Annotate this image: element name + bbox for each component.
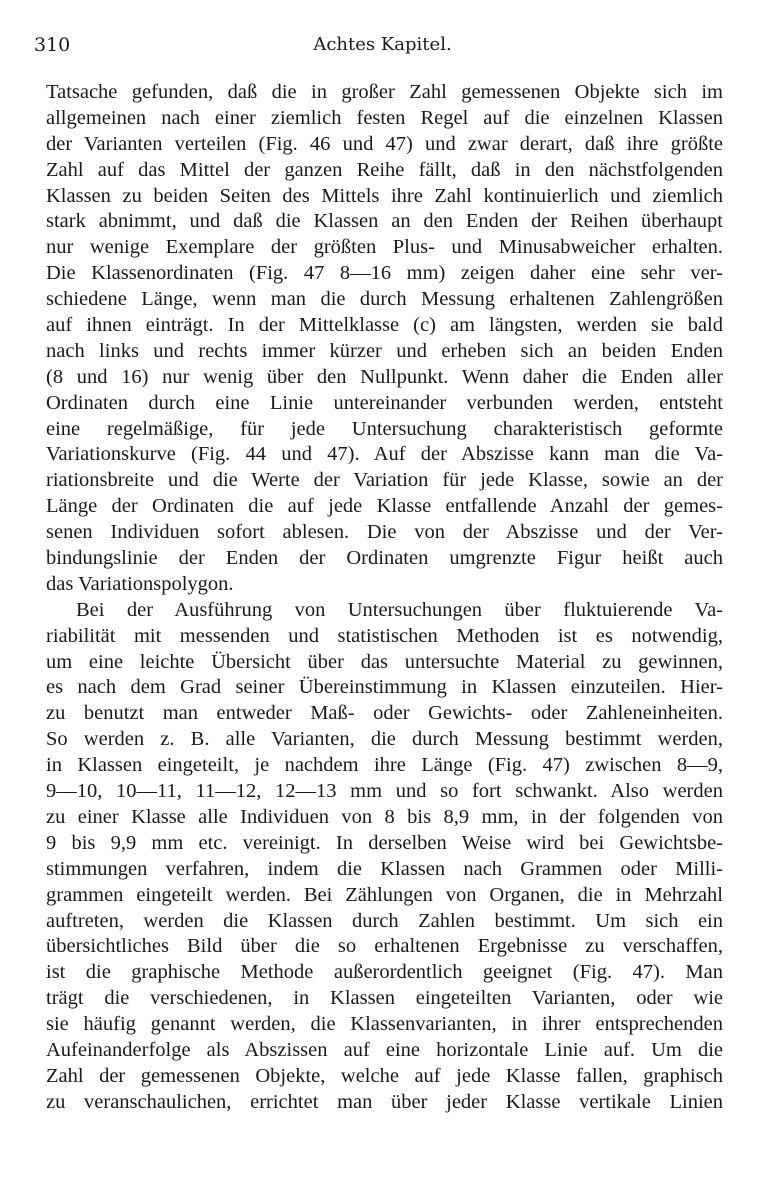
text-line: stimmungen verfahren, indem die Klassen nach Grammen oder Milli- (46, 857, 723, 880)
text-line: das Variationspolygon. (46, 572, 234, 595)
text-line: auftreten, werden die Klassen durch Zahlen bestimmt. Um sich ein (46, 909, 723, 932)
text-line: (8 und 16) nur wenig über den Nullpunkt. Wenn daher die Enden aller (46, 365, 723, 388)
text-line: riationsbreite und die Werte der Variation für jede Klasse, sowie an der (46, 469, 723, 492)
running-head: Achtes Kapitel. (313, 34, 452, 55)
paragraph-2 (46, 598, 723, 1116)
text-line: riabilität mit messenden und statistischen Methoden ist es notwendig, (46, 624, 723, 647)
body-text (46, 80, 723, 1116)
text-line: Ordinaten durch eine Linie untereinander verbunden werden, entsteht (46, 391, 723, 414)
text-line: 9 bis 9,9 mm etc. vereinigt. In derselben Weise wird bei Gewichtsbe- (46, 831, 723, 854)
text-line: Tatsache gefunden, daß die in großer Zahl gemessenen Objekte sich im (46, 81, 723, 103)
text-line: stark abnimmt, und daß die Klassen an den Enden der Reihen überhaupt (46, 210, 723, 233)
text-line: Länge der Ordinaten die auf jede Klasse entfallende Anzahl der gemes- (46, 495, 723, 518)
text-line: allgemeinen nach einer ziemlich festen Regel auf die einzelnen Klassen (46, 106, 723, 129)
text-line: nur wenige Exemplare der größten Plus- und Minusabweicher erhalten. (46, 236, 723, 259)
page-number: 310 (34, 34, 71, 56)
text-line: Die Klassenordinaten (Fig. 47 8—16 mm) zeigen daher eine sehr ver- (46, 262, 723, 285)
text-line: in Klassen eingeteilt, je nachdem ihre Länge (Fig. 47) zwischen 8—9, (46, 754, 723, 777)
text-line: zu veranschaulichen, errichtet man über jeder Klasse vertikale Linien (46, 1090, 723, 1113)
text-line: 9—10, 10—11, 11—12, 12—13 mm und so fort schwankt. Also werden (46, 780, 723, 803)
text-line: zu einer Klasse alle Individuen von 8 bis 8,9 mm, in der folgenden von (46, 805, 723, 828)
text-line: eine regelmäßige, für jede Untersuchung charakteristisch geformte (46, 417, 723, 440)
paragraph-1 (46, 80, 723, 598)
text-line: schiedene Länge, wenn man die durch Messung erhaltenen Zahlengrößen (46, 288, 723, 311)
text-line: nach links und rechts immer kürzer und erheben sich an beiden Enden (46, 339, 723, 362)
page-header (34, 34, 731, 60)
text-line: der Varianten verteilen (Fig. 46 und 47) und zwar derart, daß ihre größte (46, 132, 723, 155)
text-line: Zahl der gemessenen Objekte, welche auf jede Klasse fallen, graphisch (46, 1064, 723, 1087)
text-line: es nach dem Grad seiner Übereinstimmung in Klassen einzuteilen. Hier- (46, 676, 723, 699)
text-line: trägt die verschiedenen, in Klassen eingeteilten Varianten, oder wie (46, 987, 723, 1010)
text-line: grammen eingeteilt werden. Bei Zählungen von Organen, die in Mehrzahl (46, 883, 723, 906)
text-line: bindungslinie der Enden der Ordinaten umgrenzte Figur heißt auch (46, 547, 723, 570)
text-line: ist die graphische Methode außerordentlich geeignet (Fig. 47). Man (46, 961, 723, 984)
text-line: Aufeinanderfolge als Abszissen auf eine horizontale Linie auf. Um die (46, 1038, 723, 1061)
text-line: Variationskurve (Fig. 44 und 47). Auf der Abszisse kann man die Va- (46, 443, 723, 466)
text-line: übersichtliches Bild über die so erhaltenen Ergebnisse zu verschaffen, (46, 935, 723, 958)
text-line: Bei der Ausführung von Untersuchungen über fluktuierende Va- (76, 598, 723, 621)
text-line: So werden z. B. alle Varianten, die durch Messung bestimmt werden, (46, 728, 723, 751)
text-line: um eine leichte Übersicht über das untersuchte Material zu gewinnen, (46, 650, 723, 673)
text-line: sie häufig genannt werden, die Klassenvarianten, in ihrer entsprechenden (46, 1013, 723, 1036)
text-line: zu benutzt man entweder Maß- oder Gewichts- oder Zahleneinheiten. (46, 702, 723, 725)
text-line: auf ihnen einträgt. In der Mittelklasse (c) am längsten, werden sie bald (46, 314, 723, 337)
text-line: Zahl auf das Mittel der ganzen Reihe fällt, daß in den nächstfolgenden (46, 158, 723, 181)
text-line: Klassen zu beiden Seiten des Mittels ihre Zahl kontinuierlich und ziemlich (46, 184, 723, 207)
text-line: senen Individuen sofort ablesen. Die von der Abszisse und der Ver- (46, 521, 723, 544)
